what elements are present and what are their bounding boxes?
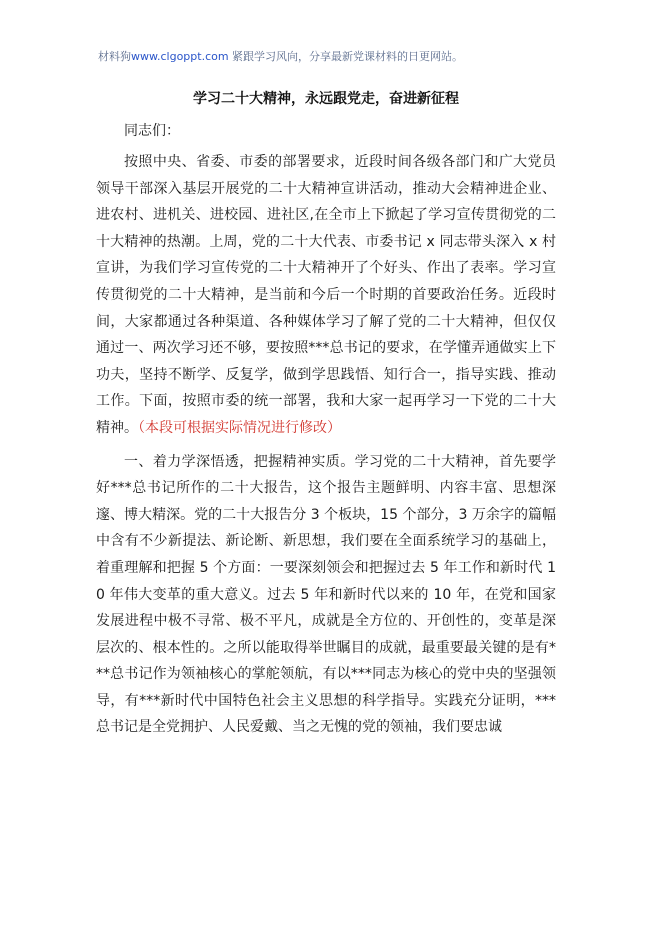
paragraph-1 (96, 149, 556, 442)
site-link[interactable]: www.clgoppt.com (131, 50, 229, 63)
document-body (96, 149, 556, 748)
edit-note: （本段可根据实际情况进行修改） (138, 419, 341, 436)
salutation: 同志们： (124, 123, 180, 139)
document-title: 学习二十大精神，永远跟党走，奋进新征程 (193, 91, 459, 107)
header-prefix: 材料狗 (98, 50, 131, 63)
site-header-line (98, 50, 463, 64)
header-tagline: 紧跟学习风向，分享最新党课材料的日更网站。 (228, 50, 464, 63)
paragraph-2-text: 一、着力学深悟透，把握精神实质。学习党的二十大精神，首先要学好***总书记所作的二十大报告，这个报告主题鲜明、内容丰富、思想深邃、博大精深。党的二十大报告分 3 个板块，15 个部分，3 万余字的篇幅中含有不少新提法、新论断、新思想，我们要在全面系统学习的基础上，着重理解和把握 5 个方面：一要深刻领会和把握过去 5 年工作和新时代 10 年伟大变革的重大意义。过去 5 年和新时代以来的 10 年，在党和国家发展进程中极不寻常、极不平凡，成就是全方位的、开创性的，变革是深层次的、根本性的。之所以能取得举世瞩目的成就，最重要最关键的是有***总书记作为领袖核心的掌舵领航，有以***同志为核心的党中央的坚强领导，有***新时代中国特色社会主义思想的科学指导。实践充分证明，***总书记是全党拥护、人民爱戴、当之无愧的党的领袖，我们要忠诚 (96, 453, 556, 736)
paragraph-2 (96, 449, 556, 742)
paragraph-1-text: 按照中央、省委、市委的部署要求，近段时间各级各部门和广大党员领导干部深入基层开展党的二十大精神宣讲活动，推动大会精神进企业、进农村、进机关、进校园、进社区,在全市上下掀起了学习宣传贯彻党的二十大精神的热潮。上周，党的二十大代表、市委书记 x 同志带头深入 x 村宣讲，为我们学习宣传党的二十大精神开了个好头、作出了表率。学习宣传贯彻党的二十大精神，是当前和今后一个时期的首要政治任务。近段时间，大家都通过各种渠道、各种媒体学习了解了党的二十大精神，但仅仅通过一、两次学习还不够，要按照***总书记的要求，在学懂弄通做实上下功夫，坚持不断学、反复学，做到学思践悟、知行合一，指导实践、推动工作。下面，按照市委的统一部署，我和大家一起再学习一下党的二十大精神。 (96, 154, 556, 436)
